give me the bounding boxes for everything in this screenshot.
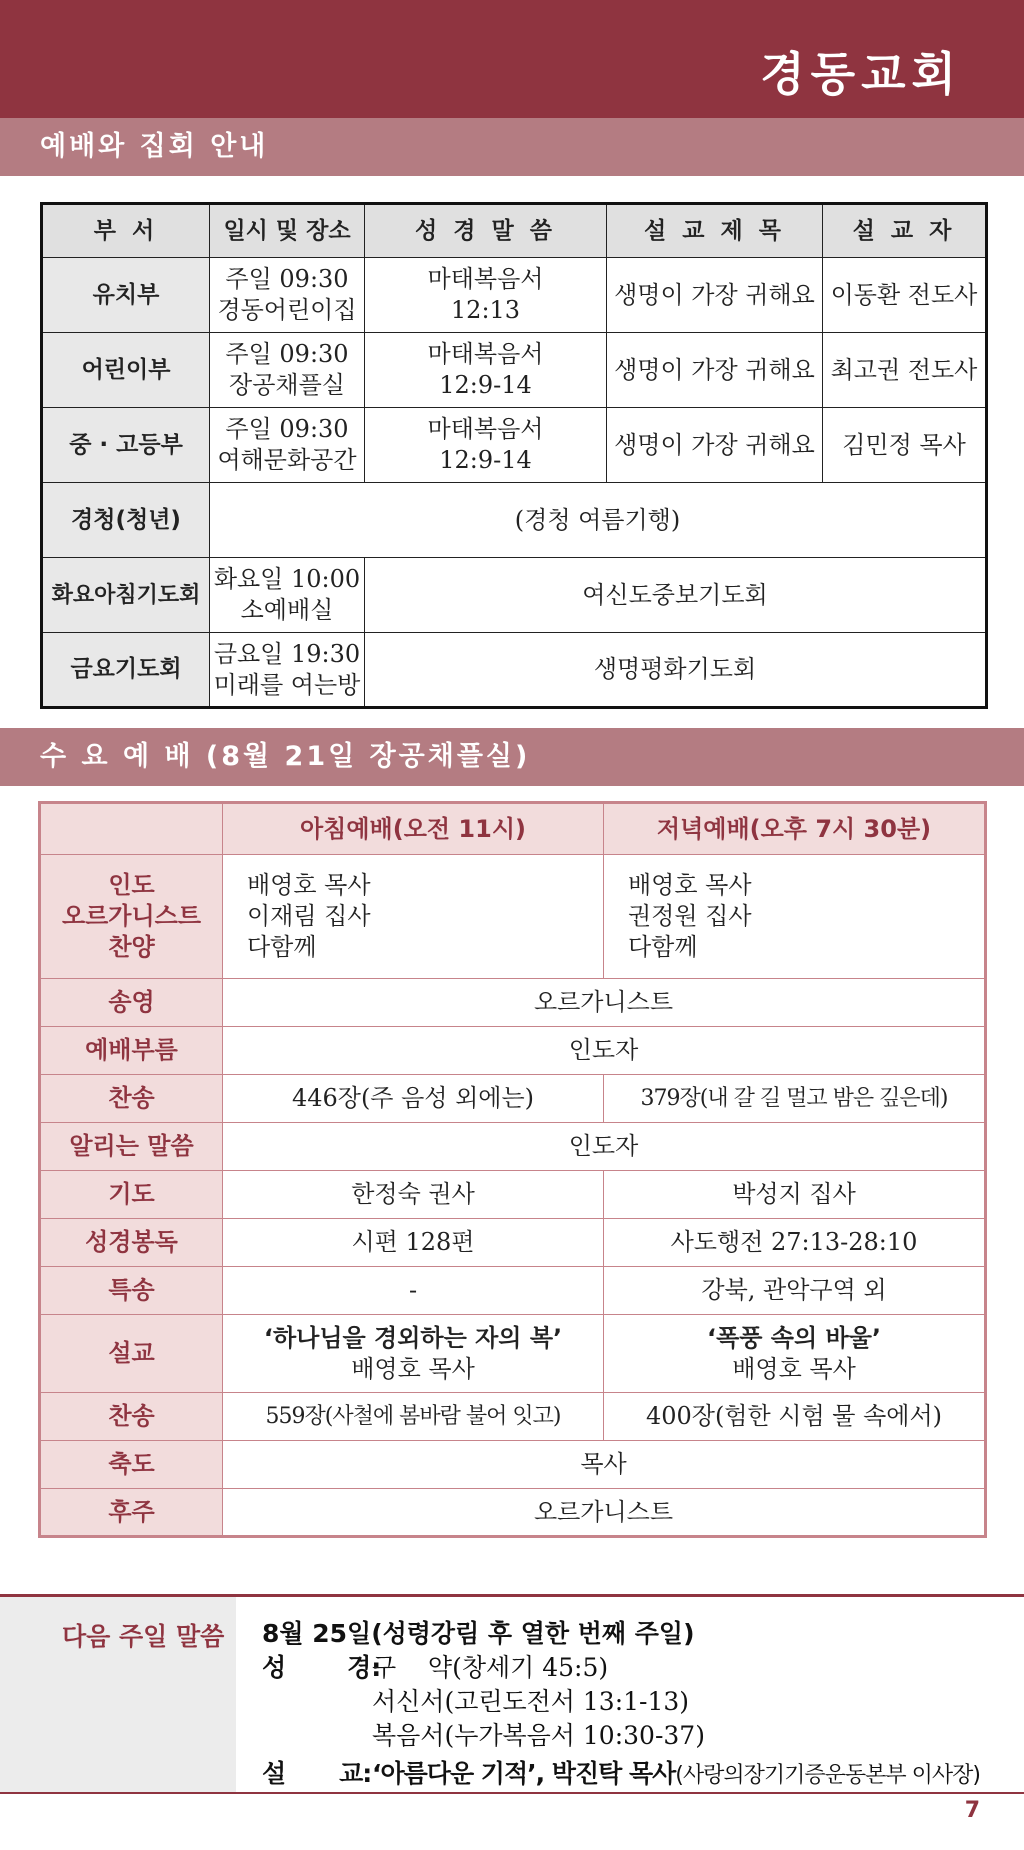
sermon-label: 설 교: (262, 1759, 372, 1788)
table-row (42, 408, 987, 483)
role-label: 인도 (108, 871, 155, 899)
roles-label-cell (40, 855, 223, 979)
evening-value: 379장(내 갈 길 멀고 밤은 깊은데) (604, 1075, 986, 1123)
place-text: 미래를 여는방 (213, 670, 361, 699)
time-text: 금요일 19:30 (213, 639, 361, 668)
row-label: 기도 (40, 1171, 223, 1219)
sermon-title-cell: 생명이 가장 귀해요 (607, 333, 823, 408)
place-text: 소예배실 (240, 596, 334, 624)
morning-roles-cell (223, 855, 604, 979)
scripture-book: 마태복음서 (427, 340, 544, 368)
row-label: 성경봉독 (40, 1219, 223, 1267)
morning-value: 446장(주 음성 외에는) (223, 1075, 604, 1123)
dept-cell: 중 · 고등부 (42, 408, 210, 483)
time-text: 주일 09:30 (225, 265, 349, 293)
row-value: 오르가니스트 (223, 979, 986, 1027)
youth-note-cell: (경청 여름기행) (210, 483, 987, 558)
section-title-wednesday: 수 요 예 배 (8월 21일 장공채플실) (0, 728, 1024, 786)
scripture-cell (365, 258, 607, 333)
time-text: 주일 09:30 (225, 340, 349, 368)
corner-cell (40, 803, 223, 855)
table-row (40, 1393, 986, 1441)
meeting-desc-cell: 여신도중보기도회 (365, 558, 987, 633)
table-row (40, 1075, 986, 1123)
evening-value: 400장(험한 시험 물 속에서) (604, 1393, 986, 1441)
scripture-epistle: 서신서(고린도전서 13:1-13) (372, 1687, 690, 1716)
role-value: 배영호 목사 (247, 871, 371, 899)
table-row (40, 1123, 986, 1171)
time-text: 화요일 10:00 (213, 565, 361, 593)
table-row (40, 1171, 986, 1219)
worship-schedule-table (40, 202, 988, 709)
row-label: 설교 (40, 1315, 223, 1393)
role-value: 이재림 집사 (247, 902, 371, 930)
evening-roles-cell (604, 855, 986, 979)
col-header: 부 서 (42, 204, 210, 258)
row-label: 후주 (40, 1489, 223, 1537)
next-sunday-label-panel (0, 1597, 236, 1792)
morning-value: - (223, 1267, 604, 1315)
preacher-cell: 김민정 목사 (823, 408, 987, 483)
scripture-label: 성 경: (262, 1653, 382, 1682)
scripture-line (262, 1651, 980, 1685)
church-name: 경동교회 (760, 47, 962, 101)
col-header: 설 교 자 (823, 204, 987, 258)
scripture-verse: 12:13 (450, 296, 521, 324)
morning-sermon-cell (223, 1315, 604, 1393)
next-sunday-content (262, 1617, 980, 1793)
wednesday-service-table (38, 801, 987, 1538)
col-header: 설 교 제 목 (607, 204, 823, 258)
dept-cell: 화요아침기도회 (42, 558, 210, 633)
section-title-worship: 예배와 집회 안내 (0, 118, 1024, 176)
table-header-row (40, 803, 986, 855)
sermon-title-cell: 생명이 가장 귀해요 (607, 258, 823, 333)
time-text: 주일 09:30 (225, 415, 349, 443)
table-row (40, 1315, 986, 1393)
scripture-verse: 12:9-14 (439, 446, 532, 474)
header-bar (0, 0, 1024, 118)
row-label: 송영 (40, 979, 223, 1027)
role-label: 찬양 (108, 933, 155, 961)
row-label: 찬송 (40, 1393, 223, 1441)
col-header: 일시 및 장소 (210, 204, 365, 258)
scripture-verse: 12:9-14 (439, 371, 532, 399)
sermon-title: ‘폭풍 속의 바울’ (706, 1323, 882, 1352)
place-text: 여해문화공간 (217, 446, 357, 474)
table-row (40, 1267, 986, 1315)
role-value: 다함께 (628, 933, 698, 961)
table-row (40, 1219, 986, 1267)
evening-sermon-cell (604, 1315, 986, 1393)
evening-value: 박성지 집사 (604, 1171, 986, 1219)
evening-value: 사도행전 27:13-28:10 (604, 1219, 986, 1267)
table-row (40, 979, 986, 1027)
col-header: 성 경 말 씀 (365, 204, 607, 258)
place-text: 장공채플실 (229, 371, 345, 399)
next-sunday-section (0, 1594, 1024, 1794)
preacher-cell: 이동환 전도사 (823, 258, 987, 333)
morning-header: 아침예배(오전 11시) (223, 803, 604, 855)
scripture-cell (365, 333, 607, 408)
row-value: 인도자 (223, 1027, 986, 1075)
table-row (42, 483, 987, 558)
table-row (40, 1027, 986, 1075)
dept-cell: 금요기도회 (42, 633, 210, 708)
morning-value: 한정숙 권사 (223, 1171, 604, 1219)
morning-value: 559장(사철에 봄바람 불어 잇고) (223, 1393, 604, 1441)
time-place-cell (210, 633, 365, 708)
row-label: 찬송 (40, 1075, 223, 1123)
next-sunday-label: 다음 주일 말씀 (62, 1622, 225, 1651)
row-label: 알리는 말씀 (40, 1123, 223, 1171)
row-value: 인도자 (223, 1123, 986, 1171)
row-label: 축도 (40, 1441, 223, 1489)
role-value: 권정원 집사 (628, 902, 752, 930)
morning-value: 시편 128편 (223, 1219, 604, 1267)
table-row (42, 633, 987, 708)
table-row (42, 333, 987, 408)
role-label: 오르가니스트 (61, 902, 202, 930)
row-value: 오르가니스트 (223, 1489, 986, 1537)
sermon-affiliation: (사랑의장기기증운동본부 이사장) (675, 1763, 980, 1788)
page-number: 7 (964, 1798, 980, 1823)
evening-header: 저녁예배(오후 7시 30분) (604, 803, 986, 855)
scripture-book: 마태복음서 (427, 415, 544, 443)
sermon-preacher: 배영호 목사 (351, 1354, 475, 1383)
row-value: 목사 (223, 1441, 986, 1489)
sermon-title-cell: 생명이 가장 귀해요 (607, 408, 823, 483)
scripture-ot: 구 약(창세기 45:5) (372, 1653, 609, 1682)
scripture-cell (365, 408, 607, 483)
table-row (40, 855, 986, 979)
dept-cell: 어린이부 (42, 333, 210, 408)
dept-cell: 경청(청년) (42, 483, 210, 558)
table-row (40, 1489, 986, 1537)
meeting-desc-cell: 생명평화기도회 (365, 633, 987, 708)
table-header-row (42, 204, 987, 258)
scripture-gospel: 복음서(누가복음서 10:30-37) (372, 1721, 705, 1750)
sermon-preacher: 배영호 목사 (732, 1354, 856, 1383)
role-value: 다함께 (247, 933, 317, 961)
time-place-cell (210, 408, 365, 483)
sermon-line (262, 1757, 980, 1793)
preacher-cell: 최고권 전도사 (823, 333, 987, 408)
role-value: 배영호 목사 (628, 871, 752, 899)
time-place-cell (210, 258, 365, 333)
sermon-title-preacher: ‘아름다운 기적’, 박진탁 목사 (372, 1759, 676, 1788)
row-label: 특송 (40, 1267, 223, 1315)
row-label: 예배부름 (40, 1027, 223, 1075)
next-sunday-date: 8월 25일(성령강림 후 열한 번째 주일) (262, 1619, 695, 1648)
dept-cell: 유치부 (42, 258, 210, 333)
sermon-title: ‘하나님을 경외하는 자의 복’ (263, 1323, 563, 1352)
table-row (42, 558, 987, 633)
time-place-cell (210, 558, 365, 633)
evening-value: 강북, 관악구역 외 (604, 1267, 986, 1315)
table-row (42, 258, 987, 333)
scripture-book: 마태복음서 (427, 265, 544, 293)
place-text: 경동어린이집 (217, 296, 357, 324)
time-place-cell (210, 333, 365, 408)
table-row (40, 1441, 986, 1489)
